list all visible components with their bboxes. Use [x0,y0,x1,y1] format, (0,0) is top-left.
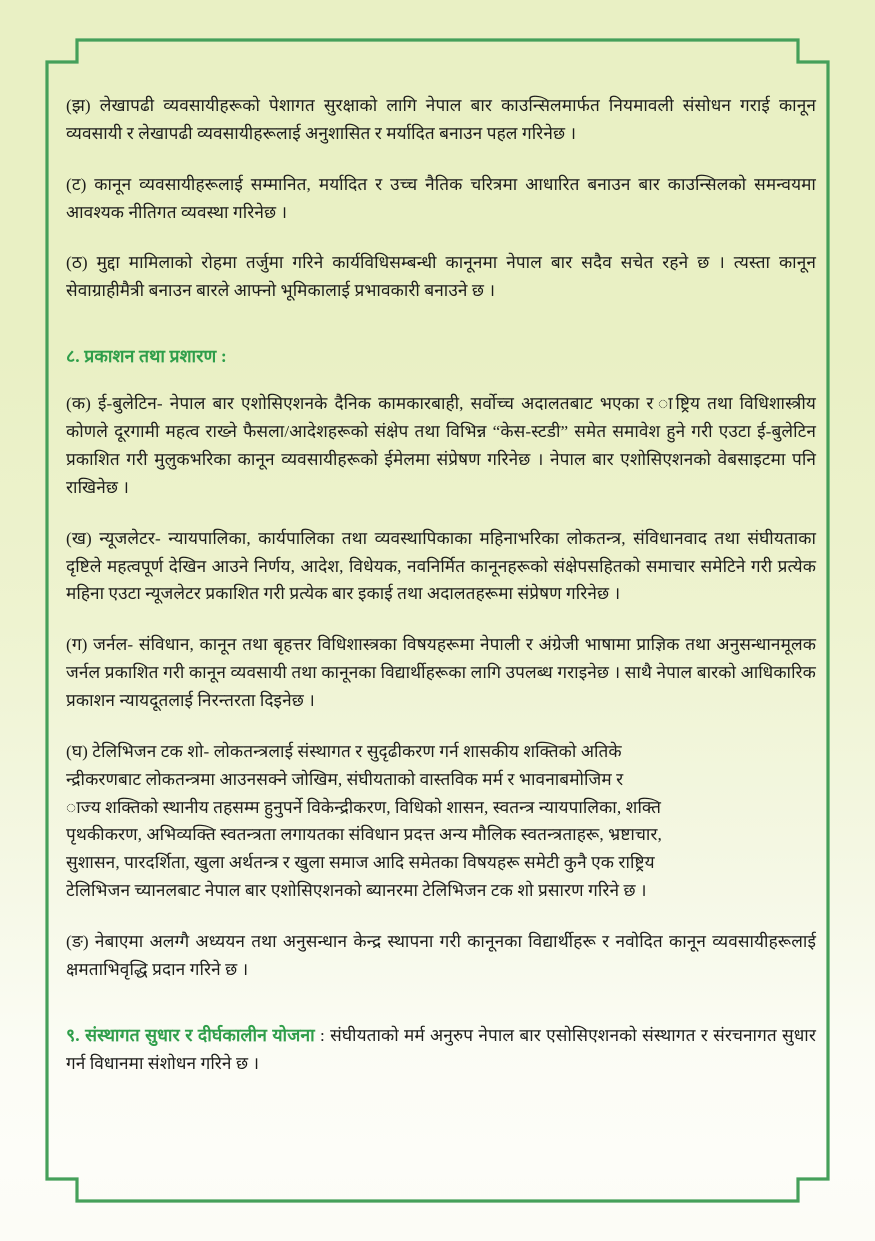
paragraph-gha-line-1: (घ) टेलिभिजन टक शो- लोकतन्त्रलाई संस्थागत र सुदृढीकरण गर्न शासकीय शक्तिको अतिके [66,741,622,761]
section-heading-9: ९. संस्थागत सुधार र दीर्घकालीन योजना [66,1024,315,1045]
paragraph-gha-line-3: ाज्य शक्तिको स्थानीय तहसम्म हुनुपर्ने विकेन्द्रीकरण, विधिको शासन, स्वतन्त्र न्यायपालिका, शक्ति [66,797,662,817]
paragraph-kha: (ख) न्यूजलेटर- न्यायपालिका, कार्यपालिका तथा व्यवस्थापिकाका महिनाभरिका लोकतन्त्र, संविधानवाद तथा संघीयताका दृष्टिले महत्वपूर्ण देखिन आउने निर्णय, आदेश, विधेयक, नवनिर्मित कानूनहरूको संक्षेपसहितको समाचार समेटिने गरी प्रत्येक महिना एउटा न्यूजलेटर प्रकाशित गरी प्रत्येक बार इकाई तथा अदालतहरूमा संप्रेषण गरिनेछ । [66,528,816,604]
paragraph-jha: (झ) लेखापढी व्यवसायीहरूको पेशागत सुरक्षाको लागि नेपाल बार काउन्सिलमार्फत नियमावली संसोधन गराई कानून व्यवसायी र लेखापढी व्यवसायीहरूलाई अनुशासित र मर्यादित बनाउन पहल गरिनेछ । [66,96,816,143]
paragraph-ka: (क) ई-बुलेटिन- नेपाल बार एशोसिएशनके दैनिक कामकारबाही, सर्वोच्च अदालतबाट भएका र ाष्ट्रिय तथा विधिशास्त्रीय कोणले दूरगामी महत्व राख्ने फैसला/आदेशहरूको संक्षेप तथा विभिन्न “केस-स्टडी” समेत समावेश हुने गरी एउटा ई-बुलेटिन प्रकाशित गरी मुलुकभरिका कानून व्यवसायीहरूको ईमेलमा संप्रेषण गरिनेछ । नेपाल बार एशोसिएशनको वेबसाइटमा पनि राखिनेछ । [66,394,816,497]
paragraph-tta: (ट) कानून व्यवसायीहरूलाई सम्मानित, मर्यादित र उच्च नैतिक चरित्रमा आधारित बनाउन बार काउन्सिलको समन्वयमा आवश्यक नीतिगत व्यवस्था गरिनेछ । [66,174,816,222]
paragraph-gha-line-6: टेलिभिजन च्यानलबाट नेपाल बार एशोसिएशनको ब्यानरमा टेलिभिजन टक शो प्रसारण गरिने छ । [66,881,647,901]
spacer [66,1007,816,1021]
paragraph-gha-line-2: न्द्रीकरणबाट लोकतन्त्रमा आउनसक्ने जोखिम, संघीयताको वास्तविक मर्म र भावनाबमोजिम र [66,769,624,789]
paragraph-gha-line-5: सुशासन, पारदर्शिता, खुला अर्थतन्त्र र खुला समाज आदि समेतका विषयहरू समेटी कुनै एक राष्ट्रिय [66,853,655,873]
paragraph-nga: (ङ) नेबाएमा अलग्गै अध्ययन तथा अनुसन्धान केन्द्र स्थापना गरी कानूनका विद्यार्थीहरू र नवोदित कानून व्यवसायीहरूलाई क्षमताभिवृद्धि प्रदान गरिने छ । [66,932,816,979]
document-body [66,92,816,1077]
paragraph-gha-line-4: पृथकीकरण, अभिव्यक्ति स्वतन्त्रता लगायतका संविधान प्रदत्त अन्य मौलिक स्वतन्त्रताहरू, भ्रष्टाचार, [66,825,662,845]
section-heading-9-body: : संघीयताको मर्म अनुरुप नेपाल बार एसोसिएशनको संस्थागत र संरचनागत सुधार गर्न विधानमा संशोधन गरिने छ । [66,1025,816,1073]
paragraph-ttha: (ठ) मुद्दा मामिलाको रोहमा तर्जुमा गरिने कार्यविधिसम्बन्धी कानूनमा नेपाल बार सदैव सचेत रहने छ । त्यस्ता कानून सेवाग्राहीमैत्री बनाउन बारले आफ्नो भूमिकालाई प्रभावकारी बनाउने छ । [66,253,816,301]
paragraph-gha [66,738,816,905]
spacer [66,328,816,342]
paragraph-ga: (ग) जर्नल- संविधान, कानून तथा बृहत्तर विधिशास्त्रका विषयहरूमा नेपाली र अंग्रेजी भाषामा प्राज्ञिक तथा अनुसन्धानमूलक जर्नल प्रकाशित गरी कानून व्यवसायी तथा कानूनका विद्यार्थीहरूका लागि उपलब्ध गराइनेछ । साथै नेपाल बारको आधिकारिक प्रकाशन न्यायदूतलाई निरन्तरता दिइनेछ । [66,635,816,711]
section-heading-9-block [66,1021,816,1078]
section-heading-8: ८. प्रकाशन तथा प्रशारण : [66,346,227,367]
